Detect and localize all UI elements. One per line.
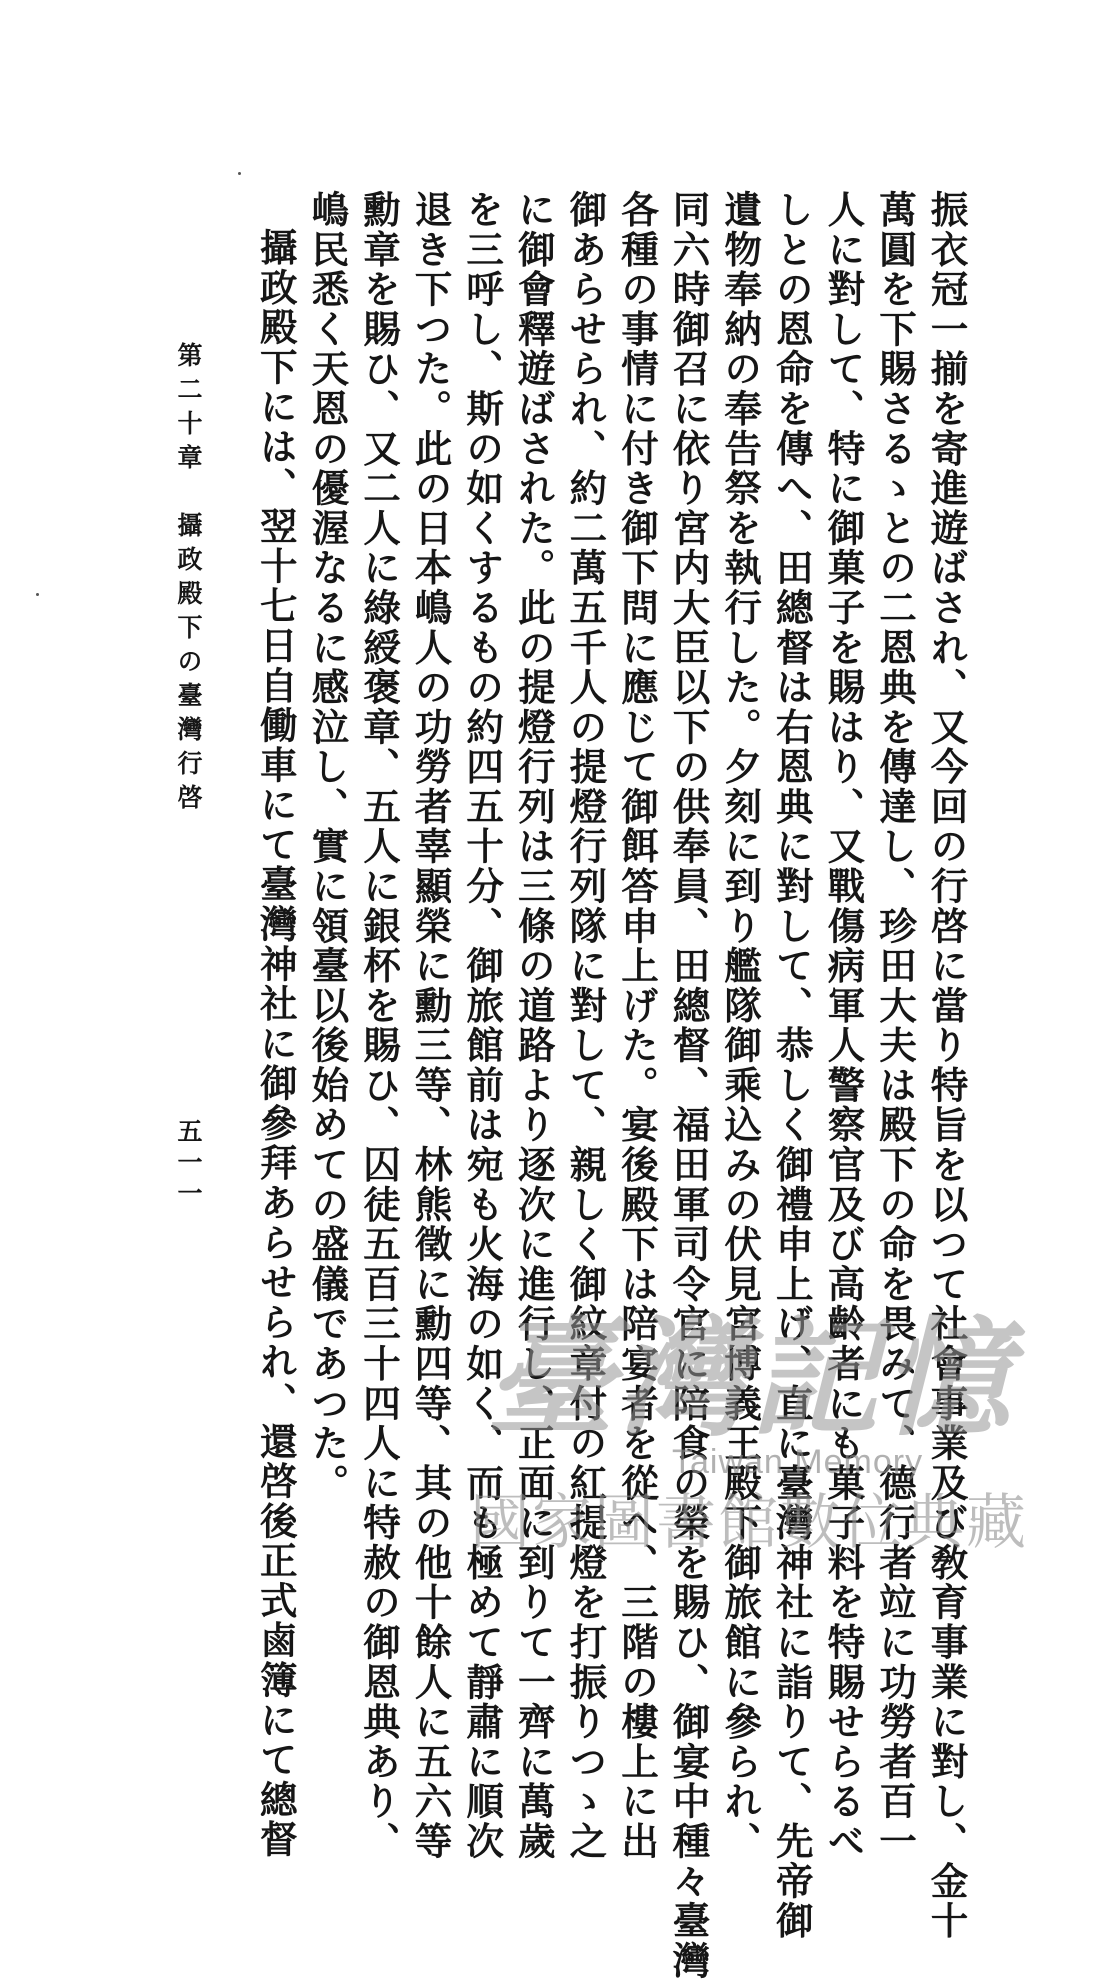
text-column: 嶋民悉く天恩の優渥なるに感泣し、實に領臺以後始めての盛儀であつた。 — [305, 190, 350, 1504]
text-column: 勳章を賜ひ、又二人に綠綬褒章、五人に銀杯を賜ひ、囚徒五百三十四人に特赦の御恩典あり、 — [356, 190, 401, 1862]
scan-speck — [238, 172, 241, 175]
text-column: を三呼し、斯の如くするもの約四五十分、御旅館前は宛も火海の如く、而も極めて靜肅に順次 — [460, 190, 505, 1862]
scan-speck — [36, 593, 39, 596]
page-number: 五一一 — [174, 1118, 203, 1211]
watermark-title: 臺灣記憶 — [486, 1304, 1015, 1454]
text-column: 各種の事情に付き御下問に應じて御餌答申上げた。宴後殿下は陪宴者を從へ、三階の樓上に出 — [614, 190, 659, 1862]
text-column: 攝政殿下には、翌十七日自働車にて臺灣神社に御參拜あらせられ、還啓後正式鹵簿にて總督 — [253, 228, 298, 1860]
watermark-institution: 國家圖書館數位典藏 — [470, 1488, 1028, 1558]
text-column: 同六時御召に依り宮内大臣以下の供奉員、田總督、福田軍司令官に陪食の榮を賜ひ、御宴中種々臺灣 — [666, 190, 711, 1981]
text-column: しとの恩命を傳へ、田總督は右恩典に對して、恭しく御禮申上げ、直に臺灣神社に詣りて、先帝御 — [769, 190, 814, 1941]
watermark-subtitle: Taiwan Memory — [672, 1443, 924, 1481]
text-column: 退き下つた。此の日本嶋人の功勞者辜顯榮に勳三等、林熊徵に勳四等、其の他十餘人に五六等 — [408, 190, 453, 1862]
text-column: 御あらせられ、約二萬五千人の提燈行列隊に對して、親しく御紋章付の紅提燈を打振りつゝ之 — [563, 190, 608, 1862]
running-head: 第二十章 攝政殿下の臺灣行啓 — [174, 342, 203, 818]
text-column: 人に對して、特に御菓子を賜はり、又戰傷病軍人警察官及び高齡者にも菓子料を特賜せらるべ — [821, 190, 866, 1862]
text-column: 遺物奉納の奉告祭を執行した。夕刻に到り艦隊御乘込みの伏見宮博義王殿下御旅館に參られ、 — [718, 190, 763, 1862]
text-column: 振衣冠一揃を寄進遊ばされ、又今回の行啓に當り特旨を以つて社會事業及び敎育事業に對し、金十 — [924, 190, 969, 1941]
watermark — [460, 1304, 1060, 1605]
text-column: 萬圓を下賜さるゝとの二恩典を傳達し、珍田大夫は殿下の命を畏みて、德行者竝に功勞者百一 — [872, 190, 917, 1862]
text-column: に御會釋遊ばされた。此の提燈行列は三條の道路より逐次に進行し、正面に到りて一齊に萬歲 — [511, 190, 556, 1862]
